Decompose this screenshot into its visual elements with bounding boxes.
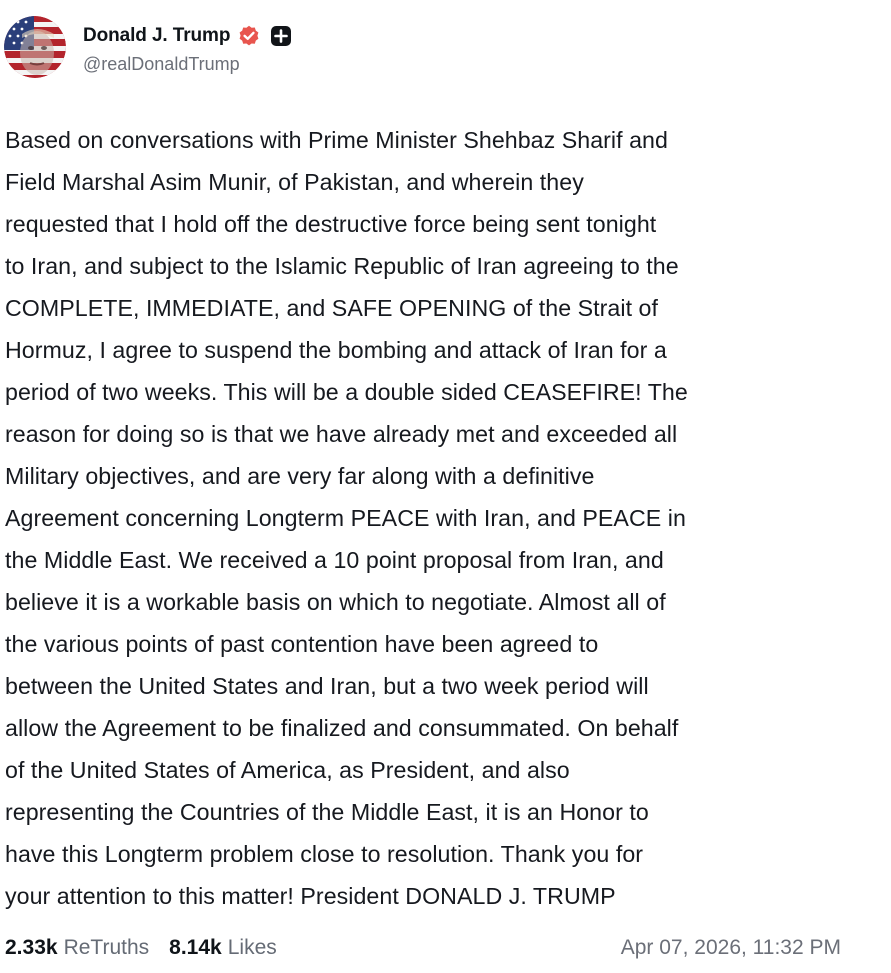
- author-info[interactable]: [83, 16, 292, 75]
- retruths-stat[interactable]: [5, 936, 149, 960]
- post-text: Based on conversations with Prime Minister Shehbaz Sharif and Field Marshal Asim Munir, of Pakistan, and wherein they requested that I hold off the destructive force being sent tonight to Iran, and subject to the Islamic Republic of Iran agreeing to the COMPLETE, IMMEDIATE, and SAFE OPENING of the Strait of Hormuz, I agree to suspend the bombing and attack of Iran for a period of two weeks. This will be a double sided CEASEFIRE! The reason for doing so is that we have already met and exceeded all Military objectives, and are very far along with a definitive Agreement concerning Longterm PEACE with Iran, and PEACE in the Middle East. We received a 10 point proposal from Iran, and believe it is a workable basis on which to negotiate. Almost all of the various points of past contention have been agreed to between the United States and Iran, but a two week period will allow the Agreement to be finalized and consummated. On behalf of the United States of America, as President, and also representing the Countries of the Middle East, it is an Honor to have this Longterm problem close to resolution. Thank you for your attention to this matter! President DONALD J. TRUMP: [5, 127, 688, 909]
- retruths-count: 2.33k: [5, 936, 58, 959]
- verified-badge-icon: [238, 25, 260, 47]
- retruths-label: ReTruths: [63, 936, 150, 959]
- post-timestamp[interactable]: Apr 07, 2026, 11:32 PM: [620, 936, 841, 959]
- display-name[interactable]: Donald J. Trump: [83, 25, 231, 46]
- likes-stat[interactable]: [169, 936, 277, 960]
- post-footer: [5, 928, 841, 968]
- likes-count: 8.14k: [169, 936, 222, 959]
- post-header: [4, 16, 292, 82]
- name-row: [83, 23, 292, 49]
- plus-icon: [270, 25, 292, 47]
- avatar[interactable]: [4, 16, 66, 78]
- handle[interactable]: @realDonaldTrump: [83, 54, 240, 74]
- avatar-image: [4, 16, 66, 78]
- likes-label: Likes: [227, 936, 277, 959]
